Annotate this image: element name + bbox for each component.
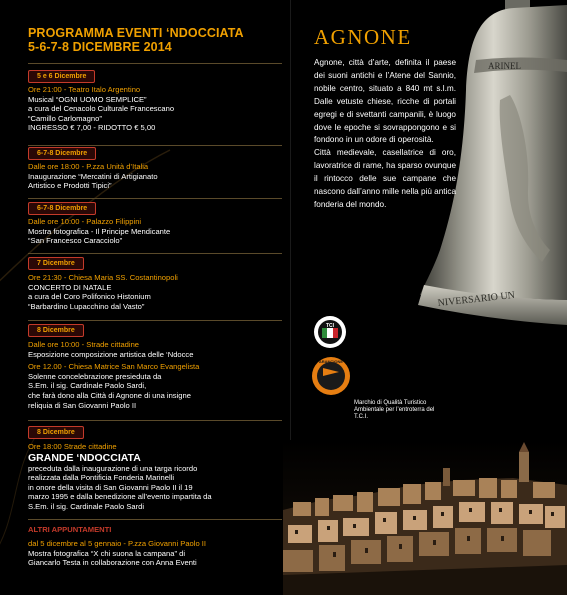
event-line: Inaugurazione “Mercatini di Artigianato [28,171,158,181]
separator [28,320,282,321]
tci-logo [313,315,347,349]
date-tag: 5 e 6 Dicembre [28,70,95,83]
event-block [28,442,284,512]
date-tag: 6-7-8 Dicembre [28,202,96,215]
other-events-title: ALTRI APPUNTAMENTI [28,525,112,534]
date-tag: 8 Dicembre [28,426,84,439]
separator [28,519,282,520]
event-line: marzo 1995 e dalla benedizione all’evento impartita da [28,492,212,502]
event-block [28,340,284,410]
bell-rim-text: NIVERSARIO UN [437,289,516,309]
event-line: Mostra fotografica - Il Principe Mendicante [28,226,171,236]
event-line: S.Em. il sig. Cardinale Paolo Sardi, [28,381,147,391]
event-line: reliquia di San Giovanni Paolo II [28,400,137,410]
event-line: Giancarlo Testa in collaborazione con Anna Eventi [28,558,197,568]
agnone-description [314,57,456,212]
event-line: Ore 18:00 Strade cittadine [28,442,117,451]
event-line: Ore 21:00 - Teatro Italo Argentino [28,85,141,94]
agnone-paragraph: Agnone, città d’arte, definita il paese dei suoni antichi e l’Atene del Sannio, nobile centro, situato a 840 mt s.l.m. Dalle vetuste chiese, ricche di portali egregi e di svettanti campanili, è luogo dove le epoche si sovrappongono e si fondono in un odore di operosità. [314,58,456,145]
event-line: dal 5 dicembre al 5 gennaio - P.zza Giovanni Paolo II [28,539,206,548]
event-line: Dalle ore 10:00 - Palazzo Filippini [28,217,142,226]
town-image [283,440,567,595]
event-line: Mostra fotografica “X chi suona la campana” di [28,548,186,558]
event-line: in onore della visita di San Giovanni Paolo II il 19 [28,482,193,492]
date-tag: 8 Dicembre [28,324,84,337]
event-line: Dalle ore 18:00 - P.zza Unità d’Italia [28,162,149,171]
event-block [28,273,284,311]
event-block [28,217,284,246]
agnone-paragraph: Città medievale, casellatrice di oro, lavoratrice di rame, ha sparso ovunque il rintocco delle sue campane che nascono dall’anno mille nella più antica fonderia del mondo. [314,148,457,209]
event-line: a cura del Cenacolo Culturale Francescano [28,104,175,114]
event-line: Musical “OGNI UOMO SEMPLICE” [28,94,147,104]
event-line: Ore 12.00 - Chiesa Matrice San Marco Evangelista [28,362,200,372]
program-title-line2: 5-6-7-8 DICEMBRE 2014 [28,40,172,54]
event-line: a cura del Coro Polifonico Histonium [28,292,151,302]
date-tag: 7 Dicembre [28,257,84,270]
separator [28,63,282,64]
event-line: realizzata dalla Pontificia Fonderia Marinelli [28,473,175,483]
certification-note: Marchio di Qualità Turistico Ambientale per l’entroterra del T.C.I. [354,400,435,421]
event-line: CONCERTO DI NATALE [28,282,112,292]
event-line: Solenne concelebrazione presieduta da [28,371,162,381]
event-line: Dalle ore 10:00 - Strade cittadine [28,340,140,349]
orange-flag-text: ARANCIONE [318,359,344,364]
event-line: “Camillo Carlomagno” [28,113,102,123]
bell-top-text: ARINEL [488,61,521,71]
orange-flag-logo [311,356,351,396]
event-line: che farà dono alla Città di Agnone di una insigne [28,390,191,400]
program-title [28,26,244,54]
event-line: Artistico e Prodotti Tipici” [28,181,112,191]
event-block [28,162,284,191]
event-line: Esposizione composizione artistica delle ‘Ndocce [28,349,194,359]
program-title-line1: PROGRAMMA EVENTI ‘NDOCCIATA [28,26,244,40]
event-line: “San Francesco Caracciolo” [28,236,123,246]
event-line: S.Em. il sig. Cardinale Paolo Sardi [28,501,145,511]
tci-logo-text: TCI [325,323,335,329]
event-line: Ore 21:30 - Chiesa Maria SS. Costantinopoli [28,273,178,282]
separator [28,253,282,254]
agnone-title: AGNONE [314,25,412,49]
event-line: preceduta dalla inaugurazione di una targa ricordo [28,463,198,473]
separator [28,420,282,421]
separator [28,198,282,199]
event-line: GRANDE ‘NDOCCIATA [28,451,141,464]
date-tag: 6-7-8 Dicembre [28,147,96,160]
event-line: “Barbardino Lupacchino dal Vasto” [28,301,145,311]
event-block [28,85,284,133]
separator [28,145,282,146]
event-line: INGRESSO € 7,00 - RIDOTTO € 5,00 [28,123,156,133]
event-block [28,539,284,568]
